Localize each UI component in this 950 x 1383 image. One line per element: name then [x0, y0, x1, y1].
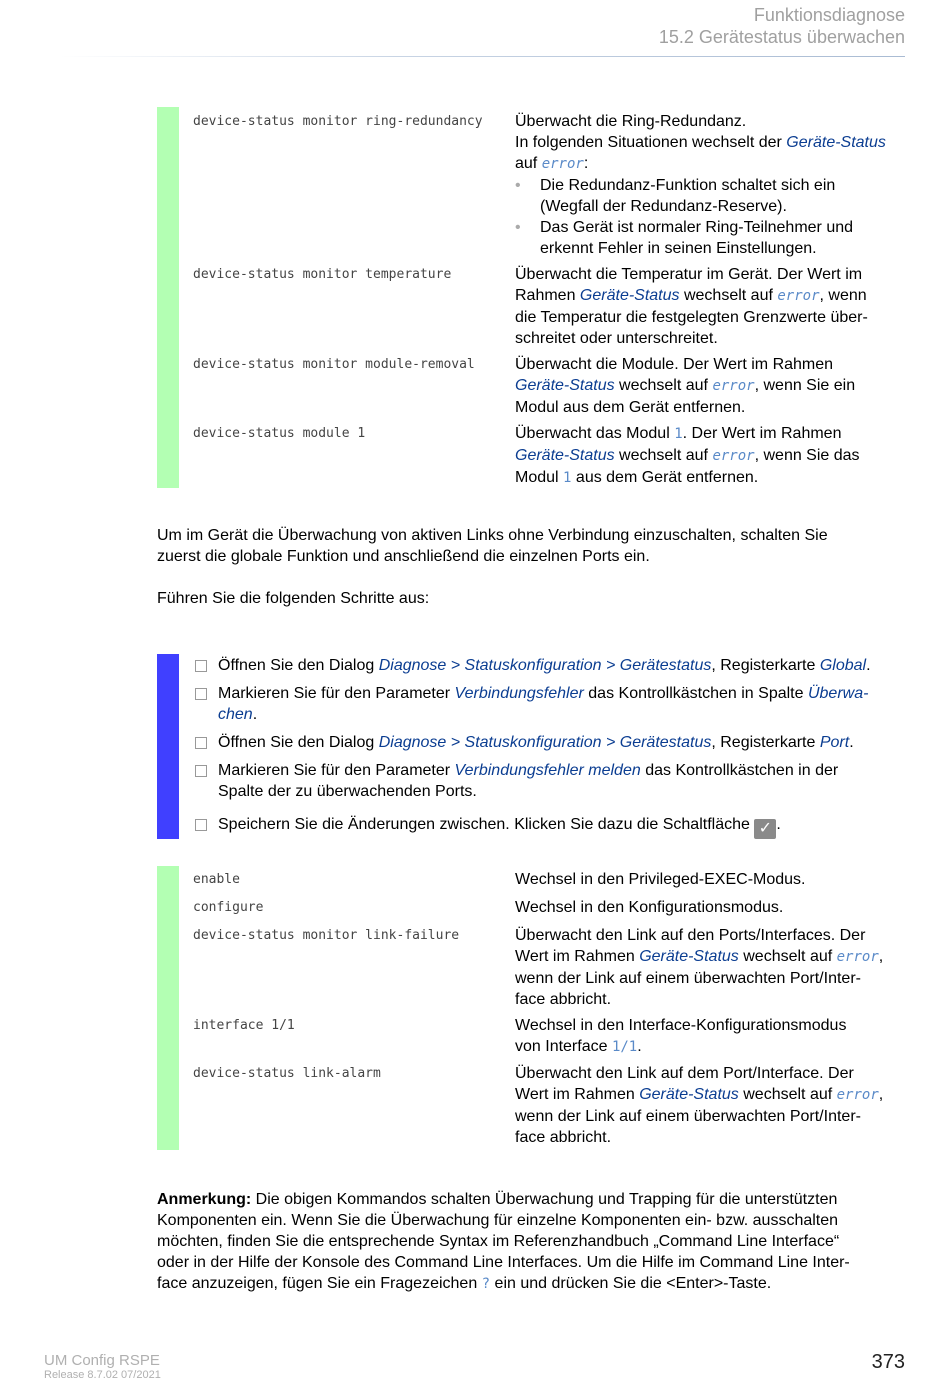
step-item: Markieren Sie für den Parameter Verbindungsfehler das Kontrollkästchen in Spalte Überwa- chen.	[195, 683, 915, 725]
page-number: 373	[871, 1351, 905, 1373]
save-checkmark-icon: ✓	[754, 819, 776, 839]
code-value: ?	[481, 1276, 491, 1292]
checkbox-icon	[195, 737, 207, 749]
cli-command: device-status monitor module-removal	[193, 357, 475, 372]
chapter-title: Funktionsdiagnose	[753, 5, 905, 25]
cli-command: configure	[193, 900, 264, 915]
cli-marker-bar	[157, 866, 179, 1150]
document-name: UM Config RSPE	[44, 1352, 160, 1369]
cli-command: device-status module 1	[193, 426, 366, 441]
step-marker-bar	[157, 654, 179, 839]
release-info: Release 8.7.02 07/2021	[44, 1369, 161, 1381]
steps-block	[157, 654, 905, 839]
command-description: Wechsel in den Konfigurationsmodus.	[515, 899, 784, 916]
cli-marker-bar	[157, 107, 179, 488]
command-table-1	[157, 107, 905, 488]
ui-reference: Geräte-Status	[786, 134, 886, 151]
section-title: 15.2 Gerätestatus überwachen	[658, 27, 905, 47]
step-item: Speichern Sie die Änderungen zwischen. Klicken Sie dazu die Schaltfläche ✓ .	[195, 814, 915, 839]
page-header	[659, 4, 905, 48]
command-description: Überwacht den Link auf dem Port/Interface. Der Wert im Rahmen Geräte-Status wechselt auf error, wenn der Link auf einem überwachten Port/Inter- face abbricht.	[515, 1065, 884, 1146]
code-value: error	[541, 156, 584, 172]
checkbox-icon	[195, 688, 207, 700]
command-description: Wechsel in den Interface-Konfigurationsmodus von Interface 1/1.	[515, 1017, 847, 1055]
command-description: Überwacht die Temperatur im Gerät. Der Wert im Rahmen Geräte-Status wechselt auf error, wenn die Temperatur die festgelegten Grenzwerte über- schreitet oder unterschreitet.	[515, 266, 868, 347]
cli-command: enable	[193, 872, 240, 887]
step-item: Öffnen Sie den Dialog Diagnose > Statuskonfiguration > Gerätestatus, Registerkarte Port.	[195, 732, 915, 753]
command-description: Überwacht das Modul 1. Der Wert im Rahmen Geräte-Status wechselt auf error, wenn Sie das Modul 1 aus dem Gerät entfernen.	[515, 425, 860, 486]
cli-command: device-status monitor link-failure	[193, 928, 460, 943]
command-description: Wechsel in den Privileged-EXEC-Modus.	[515, 871, 806, 888]
checkbox-icon	[195, 660, 207, 672]
header-rule	[60, 56, 905, 57]
cli-command: device-status link-alarm	[193, 1066, 381, 1081]
footer-doc	[44, 1352, 161, 1382]
steps-lead: Führen Sie die folgenden Schritte aus:	[157, 590, 430, 607]
note-paragraph: Anmerkung: Die obigen Kommandos schalten Überwachung und Trapping für die unterstützten Komponenten ein. Wenn Sie die Überwachung für einzelne Komponenten ein- bzw. ausschalten möchten, finden Sie die entsprechende Syntax im Referenzhandbuch „Command Line Interface“ oder in der Hilfe der Konsole des Command Line Interfaces. Um die Hilfe im Command Line Inter- face anzuzeigen, fügen Sie ein Fragezeichen ? ein und drücken Sie die <Enter>-Taste.	[157, 1191, 850, 1292]
note-label: Anmerkung:	[157, 1191, 252, 1208]
list-item: • Die Redundanz-Funktion schaltet sich ein (Wegfall der Redundanz-Reserve).	[515, 177, 836, 215]
cli-command: device-status monitor temperature	[193, 267, 452, 282]
step-item: Markieren Sie für den Parameter Verbindungsfehler melden das Kontrollkästchen in der Spalte der zu überwachenden Ports.	[195, 760, 915, 802]
checkbox-icon	[195, 765, 207, 777]
intro-paragraph: Um im Gerät die Überwachung von aktiven Links ohne Verbindung einzuschalten, schalten Sie zuerst die globale Funktion und anschließend die einzelnen Ports ein.	[157, 527, 828, 565]
command-description: Überwacht den Link auf den Ports/Interfaces. Der Wert im Rahmen Geräte-Status wechselt auf error, wenn der Link auf einem überwachten Port/Inter- face abbricht.	[515, 927, 884, 1008]
cli-command: interface 1/1	[193, 1018, 295, 1033]
cli-command: device-status monitor ring-redundancy	[193, 114, 483, 129]
list-item: • Das Gerät ist normaler Ring-Teilnehmer und erkennt Fehler in seinen Einstellungen.	[515, 219, 854, 257]
command-description: Überwacht die Ring-Redundanz. In folgenden Situationen wechselt der Geräte-Status auf error: • Die Redundanz-Funktion schaltet sich ein (Wegfall der Redundanz-Reserve). • Das Gerät ist normaler Ring-Teilnehmer und erkennt Fehler in seinen Einstellungen.	[515, 111, 910, 259]
step-item: Öffnen Sie den Dialog Diagnose > Statuskonfiguration > Gerätestatus, Registerkarte Global.	[195, 655, 915, 676]
command-table-2	[157, 866, 905, 1150]
command-description: Überwacht die Module. Der Wert im Rahmen Geräte-Status wechselt auf error, wenn Sie ein Modul aus dem Gerät entfernen.	[515, 356, 856, 416]
checkbox-icon	[195, 819, 207, 831]
